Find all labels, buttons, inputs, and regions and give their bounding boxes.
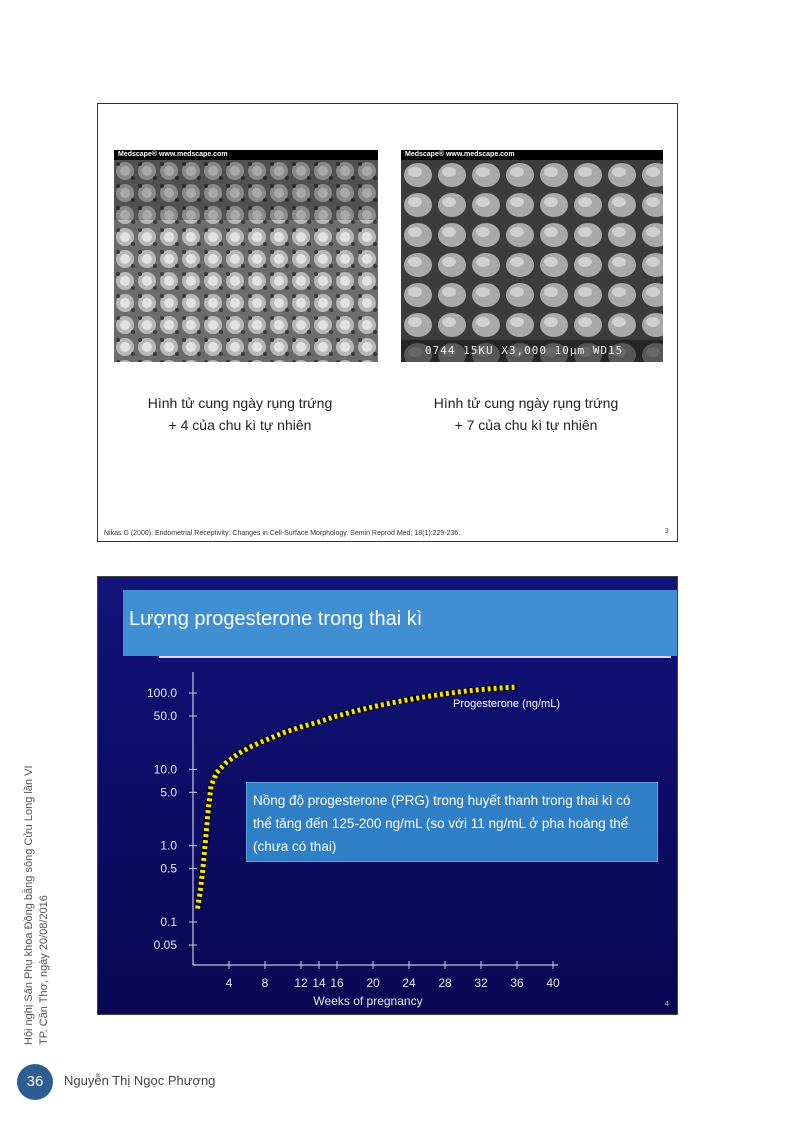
slide-page-number: 4 [664,1000,669,1008]
sem-image-day4 [114,150,378,362]
sem-scale-readout: 0744 15KU X3,000 10μm WD15 [401,340,663,362]
slide-progesterone-chart [97,576,678,1015]
caption-day4: Hình tử cung ngày rụng trứng + 4 của chu kì tự nhiên [147,395,333,433]
conference-side-text: Hội nghị Sản Phụ khoa Đồng bằng sông Cửu Long lần VI TP. Cần Thơ, ngày 20/08/2016 [23,765,50,1045]
author-name: Nguyễn Thị Ngọc Phượng [64,1073,216,1088]
y-tick-label: 100.0 [146,686,177,700]
x-tick-label: 14 [312,976,326,990]
y-tick-label: 0.1 [160,915,177,930]
x-tick-label: 28 [438,976,452,990]
y-tick-label: 5.0 [160,785,177,800]
x-tick-label: 8 [261,976,269,990]
y-tick-label: 50.0 [153,708,177,723]
x-tick-label: 12 [294,976,308,990]
x-tick-label: 24 [402,976,416,990]
medscape-banner: Medscape® www.medscape.com [401,150,663,160]
reference-citation: Nikas G (2000). Endometrial Receptivity: Changes in Cell-Surface Morphology. Semin Reprod Med; 18(1):229-236. [104,530,461,537]
x-tick-label: 16 [330,976,344,990]
x-axis-label: Weeks of pregnancy [313,994,423,1008]
x-tick-label: 32 [474,976,488,990]
page-number-badge: 36 [17,1064,53,1100]
y-tick-label: 10.0 [153,762,177,777]
sem-image-day7 [401,150,663,362]
y-tick-label: 0.05 [153,938,177,952]
info-box: Nồng độ progesterone (PRG) trong huyết thanh trong thai kì có thể tăng đến 125-200 ng/mL (so với 11 ng/mL ở pha hoàng thể (chưa có thai) [246,782,658,862]
slide-page-number: 3 [664,527,669,535]
medscape-banner: Medscape® www.medscape.com [114,150,378,160]
caption-day7: Hình tử cung ngày rụng trứng + 7 của chu kì tự nhiên [433,395,619,433]
x-tick-label: 40 [546,976,560,990]
legend-label: Progesterone (ng/mL) [453,698,560,710]
sem-pinopode-texture [401,160,663,362]
slide-endometrium-sem [97,103,678,542]
y-tick-label: 0.5 [160,861,177,876]
x-tick-label: 36 [510,976,524,990]
y-tick-label: 1.0 [160,838,177,853]
x-tick-label: 4 [225,976,233,990]
x-tick-label: 20 [366,976,380,990]
slide-title: Lượng progesterone trong thai kì [129,608,423,630]
sem-microvilli-texture [114,160,378,362]
